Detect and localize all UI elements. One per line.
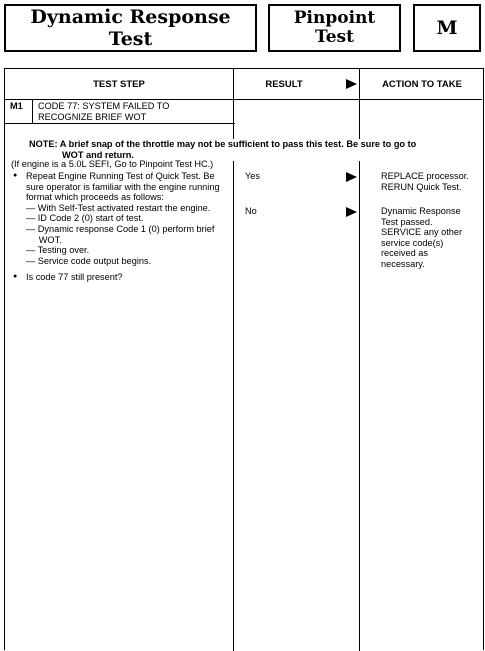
pinpoint-test-box — [268, 4, 401, 52]
procedure-step: — ID Code 2 (0) start of test. — [26, 213, 144, 224]
condition-text: (If engine is a 5.0L SEFI, Go to Pinpoint Test HC.) — [11, 159, 214, 169]
procedure-step: — With Self-Test activated restart the engine. — [26, 202, 211, 213]
action-no-line: Test passed. — [381, 216, 433, 227]
action-no-line: Dynamic Response — [381, 206, 461, 216]
action-no — [381, 206, 462, 270]
step-id-divider — [32, 99, 33, 123]
procedure-step: — Testing over. — [26, 245, 90, 256]
action-yes — [381, 171, 469, 192]
pinpoint-label-line1: Pinpoint — [293, 8, 376, 28]
procedure-sublist — [26, 203, 233, 267]
instruction-repeat-line2: sure operator is familiar with the engine running — [26, 181, 220, 192]
instruction-repeat — [11, 171, 233, 266]
action-no-line: received as — [381, 248, 428, 259]
step-divider — [5, 123, 235, 124]
step-title — [38, 101, 169, 122]
step-id: M1 — [10, 101, 23, 111]
action-no-line: service code(s) — [381, 237, 444, 248]
test-letter-box — [413, 4, 481, 52]
action-yes-line: RERUN Quick Test. — [381, 181, 462, 192]
header-divider — [5, 99, 482, 100]
instruction-question: ● Is code 77 still present? — [11, 272, 233, 283]
result-yes: Yes — [245, 171, 260, 181]
procedure-step: WOT. — [26, 234, 62, 245]
result-no-arrow-icon — [346, 207, 357, 217]
instruction-repeat-line1: ● Repeat Engine Running Test of Quick Test. Be — [26, 171, 215, 181]
step-title-line1: CODE 77: SYSTEM FAILED TO — [38, 101, 170, 111]
column-header-action: ACTION TO TAKE — [382, 78, 462, 90]
procedure-step: — Service code output begins. — [26, 255, 152, 266]
test-title-box — [4, 4, 257, 52]
action-no-line: SERVICE any other — [381, 227, 463, 238]
step-title-line2: RECOGNIZE BRIEF WOT — [38, 111, 147, 122]
result-no: No — [245, 206, 257, 216]
note — [29, 139, 481, 161]
result-arrow-icon — [346, 79, 357, 89]
result-yes-arrow-icon — [346, 172, 357, 182]
instruction-list — [11, 171, 233, 283]
note-line2: WOT and return. — [62, 149, 134, 160]
test-letter: M — [436, 17, 458, 39]
procedure-step: — Dynamic response Code 1 (0) perform brief — [26, 223, 215, 234]
column-header-test-step: TEST STEP — [93, 78, 145, 90]
pinpoint-label-line2: Test — [315, 27, 354, 47]
column-header-result: RESULT — [265, 78, 303, 90]
instruction-repeat-line3: format which proceeds as follows: — [26, 192, 164, 203]
test-title: Dynamic Response Test — [30, 6, 231, 50]
note-line1: NOTE: A brief snap of the throttle may not be sufficient to pass this test. Be sure to go to — [29, 139, 417, 149]
test-table — [4, 68, 484, 650]
action-no-line: necessary. — [381, 258, 425, 269]
action-yes-line: REPLACE processor. — [381, 171, 469, 181]
